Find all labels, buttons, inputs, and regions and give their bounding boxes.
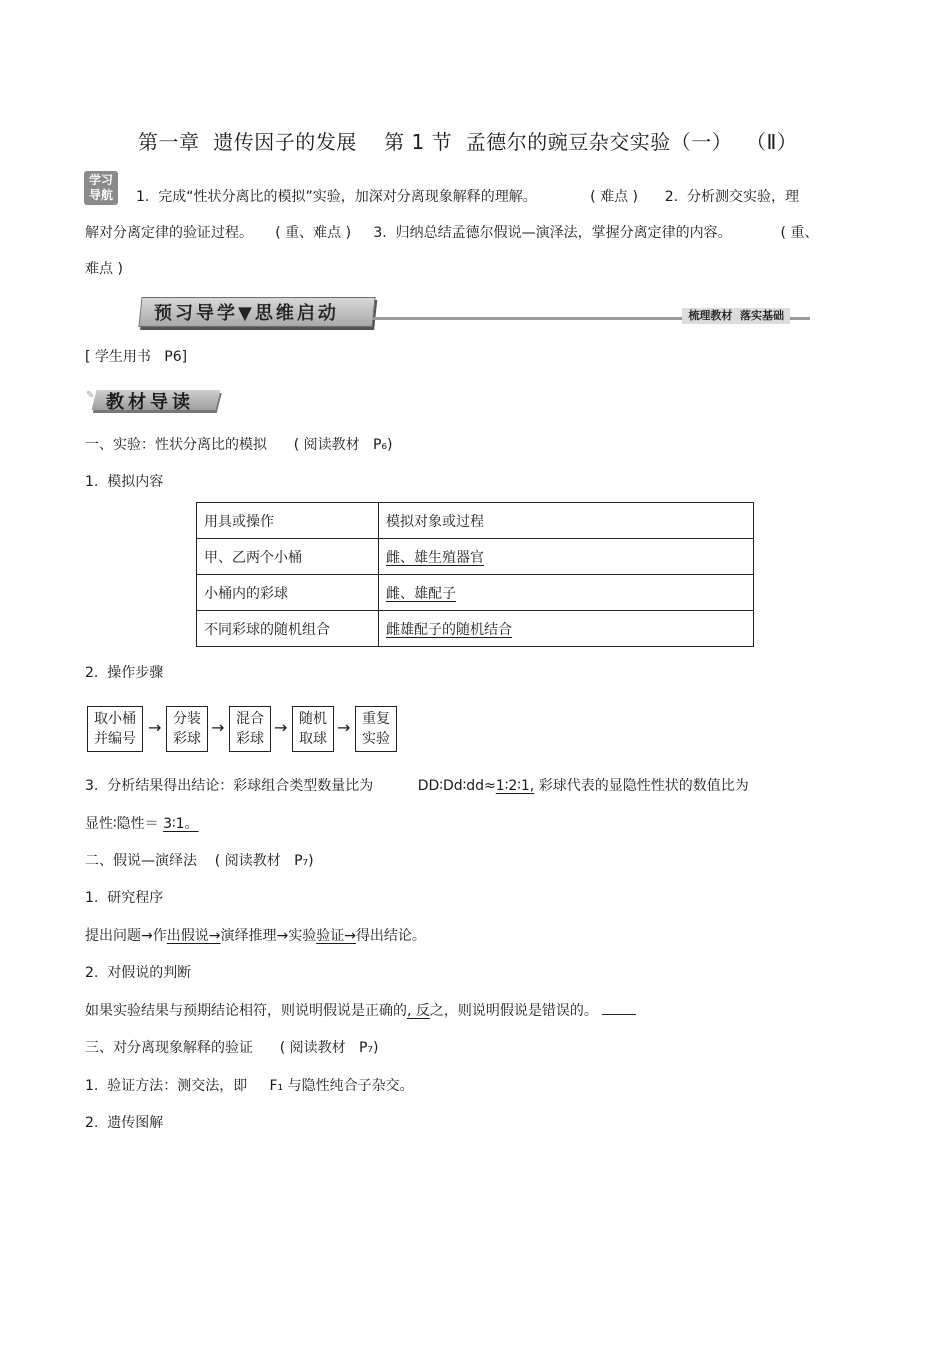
flow-step-label: 取球 (299, 731, 327, 747)
section2-heading: 二、假说—演绎法 ( 阅读教材 P₇) (85, 853, 314, 869)
table-header-cell: 模拟对象或过程 (379, 503, 754, 539)
section1-item2: 2. 操作步骤 (85, 665, 164, 681)
flow-step-label: 彩球 (236, 731, 264, 747)
fill-answer: 雌雄配子的随机结合 (386, 621, 512, 638)
table-cell (379, 575, 754, 611)
judgement-text: 之，则说明假说是错误的。 (429, 1003, 598, 1019)
section2-item1: 1. 研究程序 (85, 890, 164, 906)
fill-answer: 雌、雄配子 (386, 585, 456, 602)
table-cell: 小桶内的彩球 (197, 575, 379, 611)
arrow-right-icon: → (148, 718, 162, 737)
fill-answer: 3∶1。 (163, 816, 199, 832)
table-row (197, 575, 754, 611)
table-header-row (197, 503, 754, 539)
judgement-text: 如果实验结果与预期结论相符，则说明假说是正确的 (85, 1003, 407, 1019)
flow-step-3 (229, 706, 271, 752)
fill-answer: 出假说→ (166, 928, 221, 944)
flow-step-label: 彩球 (173, 731, 201, 747)
flow-step-5 (355, 706, 397, 752)
section3-heading: 三、对分离现象解释的验证 ( 阅读教材 P₇) (85, 1040, 379, 1056)
flow-step-label: 分装 (173, 711, 201, 727)
section1-item3 (85, 776, 749, 796)
fill-answer: , 反 (407, 1003, 430, 1019)
procedure-text: 提出问题→作 (85, 928, 167, 944)
fill-answer: 验证→ (316, 928, 356, 944)
objectives-line-2: 解对分离定律的验证过程。 ( 重、难点 ) 3. 归纳总结孟德尔假说—演泽法，掌握分离定律的内容。 ( 重、 (85, 225, 819, 241)
item3-text: 彩球代表的显隐性性状的数值比为 (534, 778, 749, 794)
flow-step-label: 取小桶 (94, 711, 136, 727)
section1-item1: 1. 模拟内容 (85, 474, 164, 490)
preview-banner-title: 预习导学▼思维启动 (154, 303, 339, 324)
procedure-text: 演绎推理→实验 (220, 928, 317, 944)
page-title: 第一章 遗传因子的发展 第 1 节 孟德尔的豌豆杂交实验（一） （Ⅱ） (138, 130, 798, 154)
section2-item2: 2. 对假说的判断 (85, 965, 192, 981)
table-row (197, 539, 754, 575)
section3-item2: 2. 遗传图解 (85, 1115, 164, 1131)
item3-text: 3. 分析结果得出结论：彩球组合类型数量比为 DD∶Dd∶dd≈ (85, 778, 496, 794)
arrow-right-icon: → (337, 718, 351, 737)
flow-step-4 (292, 706, 334, 752)
study-guide-badge: 学习导航 (84, 171, 118, 205)
preview-banner (140, 295, 810, 331)
flow-step-label: 随机 (299, 711, 327, 727)
flow-step-label: 混合 (236, 711, 264, 727)
decor-icon: ✎ (86, 390, 95, 401)
flow-step-2 (166, 706, 208, 752)
table-cell (379, 539, 754, 575)
section1-item3-line2 (85, 814, 199, 834)
student-book-reference: [ 学生用书 P6] (85, 349, 188, 365)
table-cell: 甲、乙两个小桶 (197, 539, 379, 575)
blank-line (602, 1000, 636, 1015)
simulation-table (196, 502, 754, 647)
fill-answer: 1∶2∶1, (495, 778, 535, 794)
section3-item1: 1. 验证方法：测交法，即 F₁ 与隐性纯合子杂交。 (85, 1078, 414, 1094)
section1-heading: 一、实验：性状分离比的模拟 ( 阅读教材 P₆) (85, 437, 393, 453)
textbook-reading-title: 教材导读 (106, 392, 194, 413)
table-header-cell: 用具或操作 (197, 503, 379, 539)
arrow-right-icon: → (211, 718, 225, 737)
fill-answer: 雌、雄生殖器官 (386, 549, 484, 566)
preview-banner-tag: 梳理教材 落实基础 (682, 308, 790, 324)
procedure-text: 得出结论。 (355, 928, 426, 944)
table-cell (379, 611, 754, 647)
flow-step-label: 重复 (362, 711, 390, 727)
hypothesis-judgement (85, 1000, 636, 1021)
objectives-line-3: 难点 ) (85, 261, 123, 277)
item3-text: 显性∶隐性＝ (85, 816, 164, 832)
flow-step-1 (87, 706, 143, 752)
table-row (197, 611, 754, 647)
arrow-right-icon: → (274, 718, 288, 737)
research-procedure (85, 926, 426, 946)
textbook-reading-banner (86, 388, 226, 414)
flow-step-label: 实验 (362, 731, 390, 747)
table-cell: 不同彩球的随机组合 (197, 611, 379, 647)
flow-step-label: 并编号 (94, 731, 136, 747)
objectives-line-1: 1. 完成“性状分离比的模拟”实验，加深对分离现象解释的理解。 ( 难点 ) 2. 分析测交实验，理 (136, 189, 799, 205)
